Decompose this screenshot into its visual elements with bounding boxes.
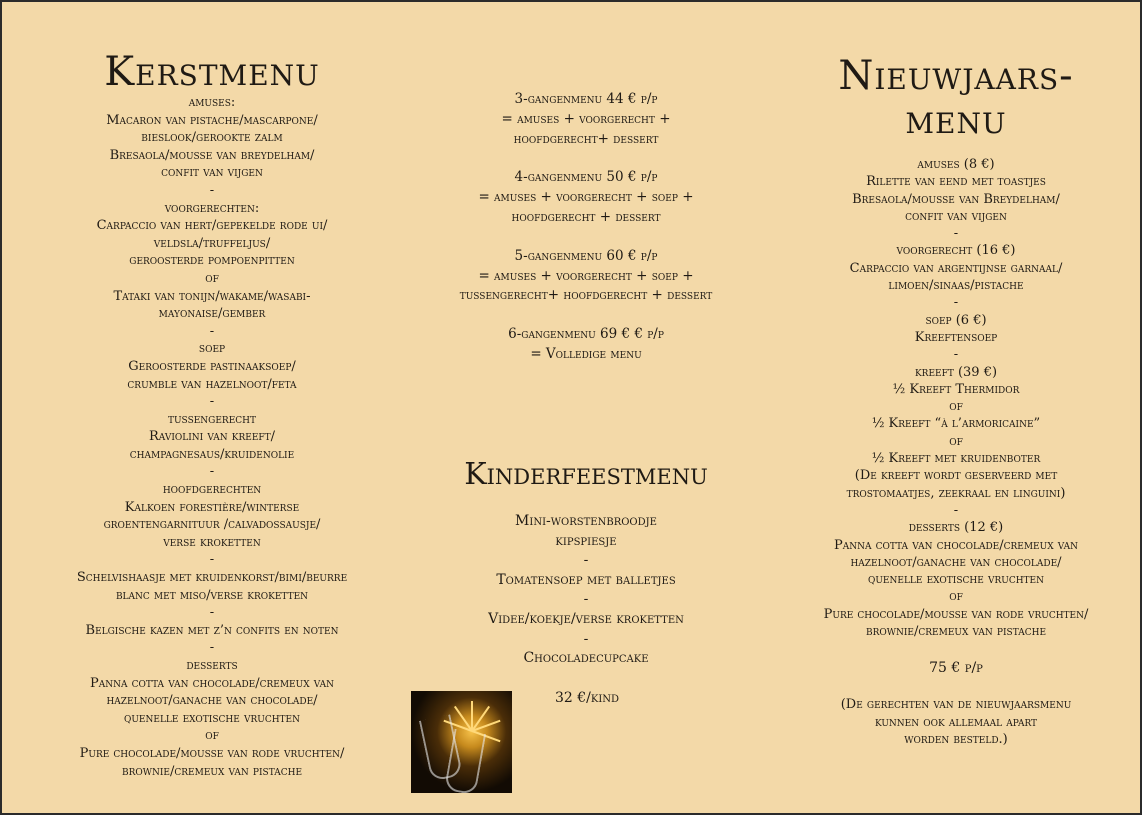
price-line: 3-gangenmenu 44 € p/p [514,91,658,107]
menu-line: desserts (12 €) [908,520,1004,536]
kids-menu-title: Kinderfeestmenu [464,457,708,492]
menu-line: amuses (8 €) [917,157,995,172]
menu-line: confit van vijgen [905,208,1007,224]
menu-line: (De kreeft wordt geserveerd met [854,468,1058,484]
menu-line: Tataki van tonijn/wakame/wasabi- [113,288,311,304]
menu-line: of [205,728,219,744]
menu-line: of [949,433,963,449]
menu-line: - [209,323,215,339]
menu-line: Bresaola/mousse van Breydelham/ [852,191,1060,207]
note-line: kunnen ook allemaal apart [874,714,1038,730]
menu-line: - [953,295,959,311]
kids-menu-line: kipspiesje [555,532,617,549]
menu-line: limoen/sinaas/pistache [888,278,1024,294]
new-year-title-line1: Nieuwjaars- [838,53,1074,99]
menu-line: quenelle exotische vruchten [123,710,301,726]
menu-line: Carpaccio van hert/gepekelde rode ui/ [96,218,328,234]
menu-line: Pure chocolade/mousse van rode vruchten/ [79,745,345,761]
menu-line: kreeft (39 €) [914,364,998,380]
menu-line: veldsla/truffeljus/ [153,235,271,251]
kids-menu-price: 32 €/kind [554,690,620,706]
menu-line: tussengerecht [167,411,257,427]
menu-line: soep [198,341,226,357]
menu-line: - [953,502,959,518]
menu-line: blanc met miso/verse kroketten [115,587,309,603]
course-price-list [402,90,770,365]
kids-menu-items [402,512,770,669]
price-line: 4-gangenmenu 50 € p/p [514,169,658,186]
menu-line: Kalkoen forestière/winterse [124,499,300,515]
menu-line: Belgische kazen met z’n confits en noten [85,622,339,638]
kids-menu-line: Videe/koekje/verse kroketten [488,610,684,627]
menu-line: Panna cotta van chocolade/cremeux van [89,675,335,691]
price-line: = Volledige menu [530,345,642,362]
kids-menu [402,458,770,669]
new-year-title-line2: menu [905,97,1007,143]
menu-line: - [209,640,215,656]
menu-line: voorgerecht (16 €) [896,243,1016,259]
kids-menu-line: - [583,591,589,608]
menu-line: ½ Kreeft Thermidor [892,381,1020,397]
menu-line: hoofdgerechten [162,482,262,498]
menu-line: brownie/cremeux van pistache [865,624,1047,640]
course-prices-column [402,90,770,365]
price-line [402,306,770,325]
menu-line: Panna cotta van chocolade/cremeux van [833,537,1079,553]
note-line: worden besteld.) [904,731,1008,747]
price-line: = amuses + voorgerecht + [501,110,671,127]
menu-line: geroosterde pompoenpitten [129,253,295,269]
champagne-fireworks-image [411,691,512,793]
menu-line: amuses: [188,95,236,110]
price-line: = amuses + voorgerecht + soep + [478,267,694,284]
menu-line: bieslook/gerookte zalm [141,130,283,146]
price-line: hoofdgerecht + dessert [511,208,661,225]
menu-line: Pure chocolade/mousse van rode vruchten/ [823,606,1089,622]
menu-line: Bresaola/mousse van breydelham/ [109,147,315,163]
christmas-menu-title: Kerstmenu [104,49,320,95]
menu-line: - [209,464,215,480]
menu-line: of [949,589,963,605]
menu-line: ½ Kreeft “à l’armoricaine” [871,416,1041,432]
menu-line: champagnesaus/kruidenolie [129,446,295,462]
menu-line: Kreeftensoep [914,329,998,345]
menu-line: Geroosterde pastinaaksoep/ [128,358,296,374]
menu-line: voorgerechten: [164,200,260,216]
menu-line: desserts [186,658,238,673]
christmas-menu-column [32,50,392,780]
new-year-menu-note [782,696,1130,748]
kids-menu-line: Mini-worstenbroodje [515,513,657,529]
menu-line: - [209,605,215,621]
menu-line: of [205,270,219,286]
menu-line: of [949,399,963,415]
menu-line: ½ Kreeft met kruidenboter [871,451,1041,467]
menu-line: Raviolini van kreeft/ [148,429,276,445]
menu-line: confit van vijgen [161,165,263,181]
new-year-menu-items [782,156,1130,640]
price-line: 5-gangenmenu 60 € p/p [514,247,658,264]
menu-line: quenelle exotische vruchten [867,572,1045,588]
price-line: hoofdgerecht+ dessert [513,130,659,147]
note-line: (De gerechten van de nieuwjaarsmenu [840,697,1072,713]
new-year-menu-price: 75 € p/p [929,660,983,677]
menu-line: soep (6 €) [925,312,987,328]
kids-menu-line: - [583,630,589,647]
menu-line: trostomaatjes, zeekraal en linguini) [846,485,1066,501]
menu-line: hazelnoot/ganache van chocolade/ [850,554,1062,570]
menu-line: verse kroketten [163,534,261,550]
menu-line: hazelnoot/ganache van chocolade/ [106,693,318,709]
price-line: 6-gangenmenu 69 € € p/p [508,326,664,343]
kids-menu-line: Tomatensoep met balletjes [496,571,676,588]
menu-line: - [209,182,215,198]
menu-line: - [209,394,215,410]
kids-menu-line: - [583,552,589,569]
menu-line: mayonaise/gember [158,306,266,322]
price-line: = amuses + voorgerecht + soep + [478,189,694,206]
new-year-menu-title [782,54,1130,142]
menu-line: - [953,347,959,363]
christmas-menu-items [32,94,392,780]
new-year-menu-column [782,54,1130,748]
price-line [402,149,770,168]
menu-line: Carpaccio van argentijnse garnaal/ [849,260,1063,276]
price-line: tussengerecht+ hoofdgerecht + dessert [459,287,713,304]
menu-line: Rilette van eend met toastjes [866,174,1046,190]
menu-line: - [953,226,959,242]
menu-line: Macaron van pistache/mascarpone/ [106,112,318,128]
menu-line: brownie/cremeux van pistache [121,763,303,779]
menu-line: Schelvishaasje met kruidenkorst/bimi/beurre [76,570,348,586]
menu-line: groentengarnituur /calvadossausje/ [103,517,321,533]
menu-line: crumble van hazelnoot/feta [127,376,297,392]
menu-line: - [209,552,215,568]
kids-menu-line: Chocoladecupcake [523,650,649,667]
menu-page [2,2,1140,813]
price-line [402,228,770,247]
